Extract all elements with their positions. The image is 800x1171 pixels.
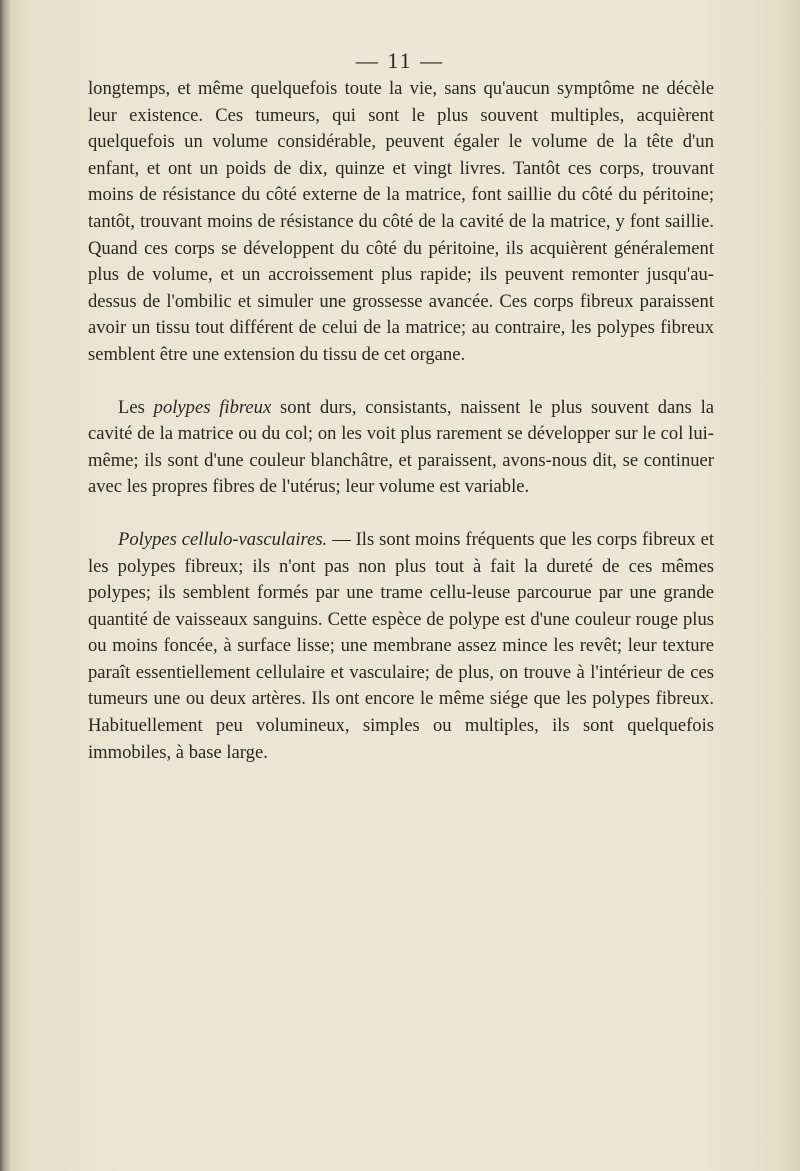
paragraph-lead: Les bbox=[118, 396, 154, 418]
paragraph-body: sont durs, consistants, naissent le plus souvent dans la cavité de la matrice ou du col; on les voit plus rarement se développer sur le col lui-même; ils sont d'une couleur blanchâtre, et paraissent, avons-nous dit, se continuer avec les propres fibres de l'utérus; leur volume est variable. bbox=[88, 396, 714, 498]
heading-polypes-cellulo-vasculaires: Polypes cellulo-vasculaires. bbox=[118, 528, 328, 550]
body-text bbox=[88, 76, 714, 766]
term-polypes-fibreux: polypes fibreux bbox=[153, 396, 272, 418]
paragraph-body: — Ils sont moins fréquents que les corps fibreux et les polypes fibreux; ils n'ont pas non plus tout à fait la dureté de ces mêmes polypes; ils semblent formés par une trame cellu-leuse parcourue par une grande quantité de vaisseaux sanguins. Cette espèce de polype est d'une couleur rouge plus ou moins foncée, à surface lisse; une membrane assez mince les revêt; leur texture paraît essentiellement cellulaire et vasculaire; de plus, on trouve à l'intérieur de ces tumeurs une ou deux artères. Ils ont encore le même siége que les polypes fibreux. Habituellement peu volumineux, simples ou multiples, ils sont quelquefois immobiles, à base large. bbox=[88, 528, 714, 763]
book-spine-shadow bbox=[0, 0, 10, 1171]
page-number: — 11 — bbox=[355, 48, 445, 73]
paragraph-continuation: longtemps, et même quelquefois toute la vie, sans qu'aucun symptôme ne décèle leur existence. Ces tumeurs, qui sont le plus souvent multiples, acquièrent quelquefois un volume considérable, peuvent égaler le volume de la tête d'un enfant, et ont un poids de dix, quinze et vingt livres. Tantôt ces corps, trouvant moins de résistance du côté externe de la matrice, font saillie du côté du péritoine; tantôt, trouvant moins de résistance du côté de la cavité de la matrice, y font saillie. Quand ces corps se développent du côté du péritoine, ils acquièrent généralement plus de volume, et un accroissement plus rapide; ils peuvent remonter jusqu'au-dessus de l'ombilic et simuler une grossesse avancée. Ces corps fibreux paraissent avoir un tissu tout différent de celui de la matrice; au contraire, les polypes fibreux semblent être une extension du tissu de cet organe. bbox=[88, 78, 714, 365]
paragraph-polypes-cellulo-vasculaires bbox=[88, 527, 714, 766]
paragraph-polypes-fibreux bbox=[88, 395, 714, 501]
